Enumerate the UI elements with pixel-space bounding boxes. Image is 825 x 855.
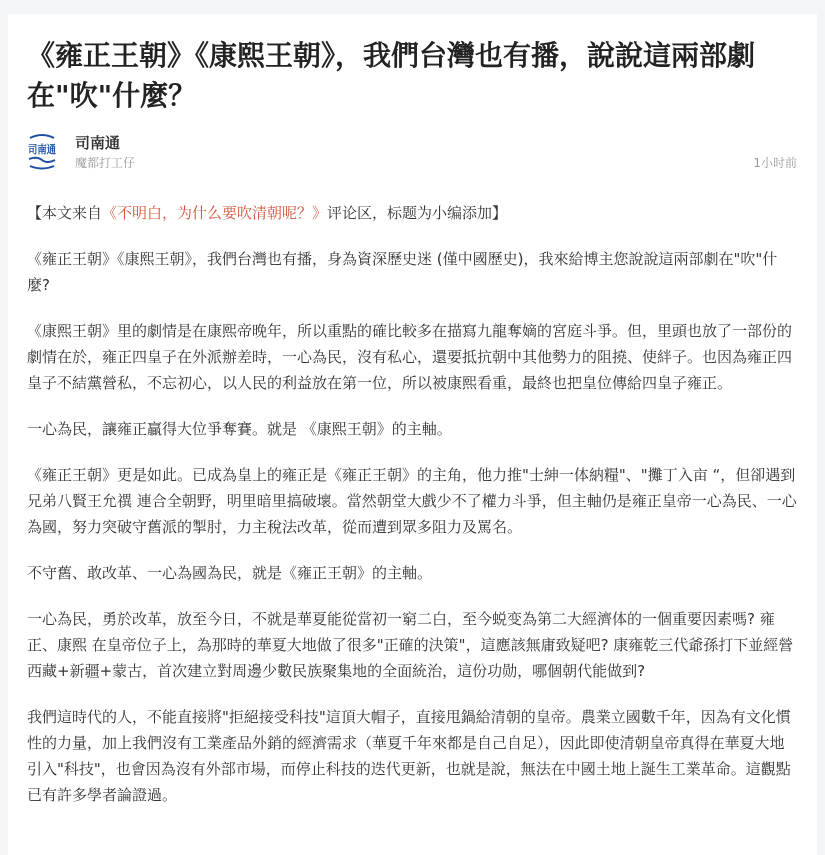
source-note (27, 200, 799, 226)
avatar-logo-icon (27, 132, 61, 172)
paragraph: 《康熙王朝》里的劇情是在康熙帝晚年，所以重點的確比較多在描寫九龍奪嫡的宮庭斗爭。但，里頭也放了一部份的劇情在於，雍正四皇子在外派辦差時，一心為民，沒有私心，還要抵抗朝中其他勢力的阻撓、使絆子。也因為雍正四皇子不結黨營私，不忘初心，以人民的利益放在第一位，所以被康熙看重，最終也把皇位傳給四皇子雍正。 (27, 322, 793, 392)
publish-time: 1小时前 (753, 156, 797, 170)
source-link[interactable]: 《不明白，为什么要吹清朝呢？》 (102, 204, 328, 222)
article-body (27, 200, 799, 828)
author-avatar[interactable] (27, 132, 61, 172)
article-card (8, 14, 817, 855)
source-note-prefix: 【本文来自 (27, 204, 103, 222)
paragraph: 不守舊、敢改革、一心為國為民，就是《雍正王朝》的主軸。 (27, 564, 433, 582)
author-row (27, 132, 797, 178)
author-name[interactable]: 司南通 (75, 134, 121, 152)
author-description: 魔都打工仔 (75, 156, 136, 170)
avatar-logo-text: 司南通 (28, 143, 61, 156)
article-title: 《雍正王朝》《康熙王朝》，我們台灣也有播，說說這兩部劇在"吹"什麼？ (27, 39, 756, 112)
source-note-suffix: 评论区，标题为小编添加】 (327, 204, 508, 222)
paragraph: 一心為民，勇於改革，放至今日，不就是華夏能從當初一窮二白，至今蜕变為第二大經濟体的一個重要因素嗎? 雍正、康熙 在皇帝位子上，為那時的華夏大地做了很多"正確的決策"，這應該無庸致疑吧? 康雍乾三代爺孫打下並經營 西藏+新疆+蒙古，首次建立對周邊少數民族聚集地的全面統治，這份功勋，哪個朝代能做到? (27, 610, 794, 680)
paragraph: 《雍正王朝》更是如此。已成為皇上的雍正是《雍正王朝》的主角，他力推"士紳一体納糧"、"攤丁入亩 “，但卻遇到兄弟八賢王允禩 連合全朝野，明里暗里搞破壞。當然朝堂大戲少不了權力斗爭，但主軸仍是雍正皇帝一心為民、一心為國，努力突破守舊派的掣肘，力主稅法改革，從而遭到眾多阻力及罵名。 (27, 466, 797, 536)
paragraph: 《雍正王朝》《康熙王朝》，我們台灣也有播，身為資深歷史迷 (僅中國歷史)，我來給博主您說說這兩部劇在"吹"什麼? (27, 250, 778, 294)
paragraph: 一心為民，讓雍正贏得大位爭奪賽。就是 《康熙王朝》的主軸。 (27, 420, 452, 438)
paragraph: 我們這時代的人，不能直接將"拒絕接受科技"這頂大帽子，直接甩鍋給清朝的皇帝。農業立國數千年，因為有文化慣性的力量，加上我們沒有工業產品外銷的經濟需求（華夏千年來都是自己自足），因此即使清朝皇帝真得在華夏大地引入"科技"，也會因為沒有外部市場，而停止科技的迭代更新，也就是說，無法在中國土地上誕生工業革命。這觀點已有許多學者論證過。 (27, 708, 791, 804)
